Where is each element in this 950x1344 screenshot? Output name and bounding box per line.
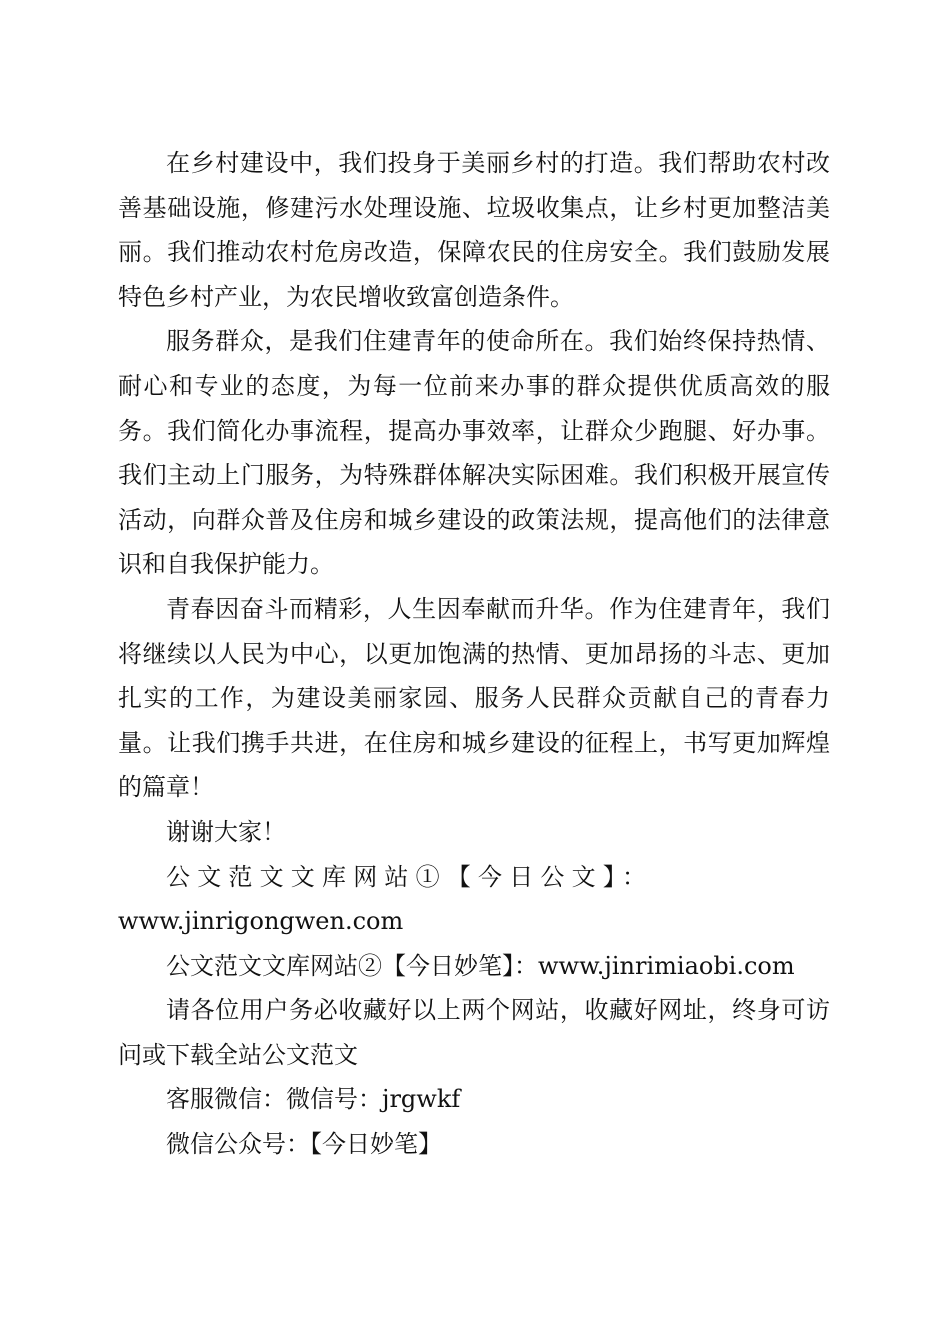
wechat-service: 客服微信：微信号：jrgwkf xyxy=(166,1085,461,1114)
site2-line: 公文范文文库网站②【今日妙笔】：www.jinrimiaobi.com xyxy=(166,951,795,980)
site1-url: www.jinrigongwen.com xyxy=(118,907,404,936)
site1-label: 公文范文文库网站①【今日公文】： xyxy=(166,862,654,891)
wechat-account: 微信公众号：【今日妙笔】 xyxy=(166,1130,442,1159)
site1-block xyxy=(118,855,830,944)
notice-paragraph: 请各位用户务必收藏好以上两个网站，收藏好网址，终身可访问或下载全站公文范文 xyxy=(118,996,830,1069)
paragraph-youth-dedication: 青春因奋斗而精彩，人生因奉献而升华。作为住建青年，我们将继续以人民为中心，以更加饱满的热情、更加昂扬的斗志、更加扎实的工作，为建设美丽家园、服务人民群众贡献自己的青春力量。让我们携手共进，在住房和城乡建设的征程上，书写更加辉煌的篇章！ xyxy=(118,594,830,802)
paragraph-thanks: 谢谢大家！ xyxy=(166,817,286,846)
paragraph-serve-public: 服务群众，是我们住建青年的使命所在。我们始终保持热情、耐心和专业的态度，为每一位前来办事的群众提供优质高效的服务。我们简化办事流程，提高办事效率，让群众少跑腿、好办事。我们主动上门服务，为特殊群体解决实际困难。我们积极开展宣传活动，向群众普及住房和城乡建设的政策法规，提高他们的法律意识和自我保护能力。 xyxy=(118,327,830,579)
document-page xyxy=(118,141,830,1167)
paragraph-rural-construction: 在乡村建设中，我们投身于美丽乡村的打造。我们帮助农村改善基础设施，修建污水处理设施、垃圾收集点，让乡村更加整洁美丽。我们推动农村危房改造，保障农民的住房安全。我们鼓励发展特色乡村产业，为农民增收致富创造条件。 xyxy=(118,149,830,311)
